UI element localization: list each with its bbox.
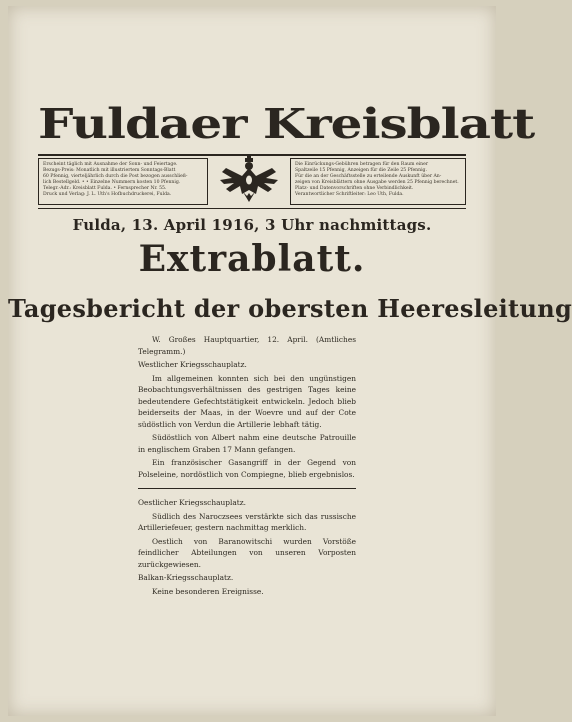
masthead-rule-bottom [38,208,466,209]
report-intro: W. Großes Hauptquartier, 12. April. (Amtliches Telegramm.) [138,335,356,356]
section-title-east: Oestlicher Kriegsschauplatz. [138,498,246,507]
report-paragraph: Oestlich von Baranowitschi wurden Vorstöße feindlicher Abteilungen von unseren Vorposten zurückgewiesen. [138,536,356,569]
advertising-line: Für die an der Geschäftsstelle zu erteilende Auskunft über An- [295,173,442,179]
section-divider [138,488,356,489]
advertising-line: Die Einrückungs-Gebühren betragen für den Raum einer [295,162,429,167]
section-title-west: Westlicher Kriegsschauplatz. [138,360,247,369]
report-body [138,334,356,599]
advertising-line: zeigen von Kreisblättern ohne Ausgabe werden 25 Pfennig berechnet. [295,179,459,185]
section-title-balkan: Balkan-Kriegsschauplatz. [138,573,234,582]
subscription-info-box [38,158,208,205]
subscription-line: Druck und Verlag: J. L. Uth's Hofbuchdruckerei, Fulda. [43,191,172,197]
extrablatt-title: Extrablatt. [138,238,366,280]
dateline: Fulda, 13. April 1916, 3 Uhr nachmittags. [72,216,432,234]
advertising-line: Verantwortlicher Schriftleiter: Leo Uth, Fulda. [295,191,404,197]
subscription-line: Erscheint täglich mit Ausnahme der Sonn- und Feiertage. [43,162,178,167]
advertising-line: Spaltzeile 15 Pfennig, Anzeigen für die Zeile 25 Pfennig. [295,167,427,173]
subscription-line: Telegr.-Adr.: Kreisblatt Fulda. • Fernsprecher Nr. 55. [43,185,167,191]
subscription-line: 60 Pfennig, vierteljährlich durch die Post bezogen ausschließ- [43,173,188,179]
subscription-line: lich Bestellgeld. • • Einzelne Nummern kosten 10 Pfennig. [43,179,181,185]
newspaper-page [8,6,572,716]
report-paragraph: Im allgemeinen konnten sich bei den ungünstigen Beobachtungsverhältnissen des gestrigen Tages keine bedeutendere Gefechtstätigkeit entwickeln. Jedoch blieb beiderseits der Maas, in der Woevre und auf der Cote südöstlich von Verdun die Artillerie lebhaft tätig. [138,373,356,429]
report-paragraph: Keine besonderen Ereignisse. [152,586,264,596]
subscription-line: Bezugs-Preis: Monatlich mit illustriertem Sonntags-Blatt [43,167,176,173]
advertising-line: Platz- und Datenvorschriften ohne Verbindlichkeit. [295,185,414,191]
advertising-info-box [290,158,466,205]
headline: Tagesbericht der obersten Heeresleitung [8,294,572,323]
imperial-eagle-icon [218,156,280,206]
report-paragraph: Südöstlich von Albert nahm eine deutsche Patrouille in englischem Graben 17 Mann gefangen. [138,433,356,454]
report-paragraph: Südlich des Naroczsees verstärkte sich das russische Artilleriefeuer, gestern nachmittag merklich. [138,511,356,532]
report-paragraph: Ein französischer Gasangriff in der Gegend von Polseleine, nordöstlich von Compiegne, blieb ergebnislos. [138,458,356,479]
masthead-title: Fuldaer Kreisblatt [38,99,535,148]
